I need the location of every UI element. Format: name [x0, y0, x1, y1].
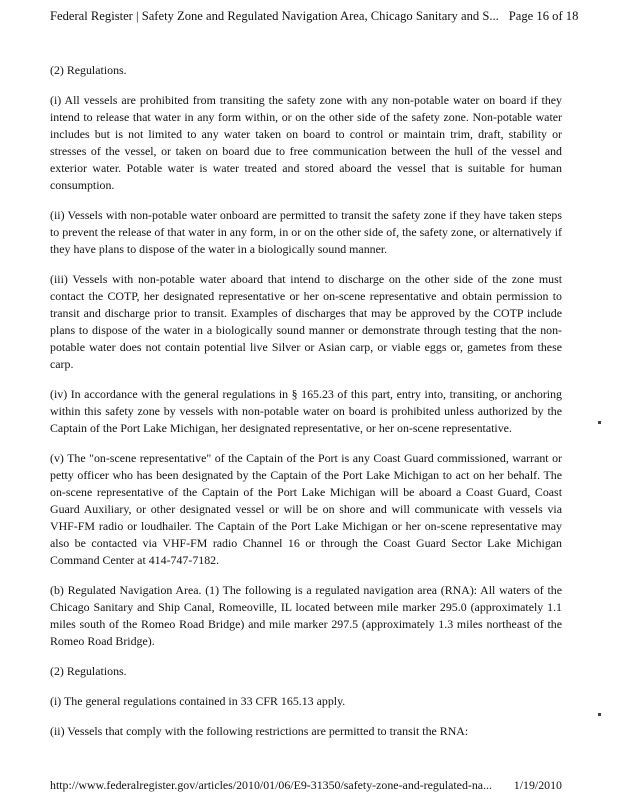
print-date: 1/19/2010: [513, 778, 562, 792]
document-title: Federal Register | Safety Zone and Regulated Navigation Area, Chicago Sanitary and S...: [50, 9, 499, 23]
page-header: [50, 8, 579, 24]
paragraph-rna-ii-restrictions: (ii) Vessels that comply with the following restrictions are permitted to transit the RNA:: [50, 724, 469, 738]
paragraph-regulations-heading: (2) Regulations.: [50, 63, 127, 77]
paragraph-b-regulated-navigation-area: (b) Regulated Navigation Area. (1) The following is a regulated navigation area (RNA): All waters of the Chicago Sanitary and Ship Canal, Romeoville, IL located between mile marker 295.0 (approximately 1.1 miles south of the Romeo Road Bridge) and mile marker 297.5 (approximately 1.3 miles northeast of the Romeo Road Bridge).: [50, 583, 562, 648]
source-url: http://www.federalregister.gov/articles/2010/01/06/E9-31350/safety-zone-and-regulated-na...: [50, 778, 493, 792]
paragraph-i-prohibition: (i) All vessels are prohibited from transiting the safety zone with any non-potable water on board if they intend to release that water in any form within, or on the other side of the safety zone. Non-potable water includes but is not limited to any water taken on board to control or maintain trim, draft, stability or stresses of the vessel, or taken on board due to free communication between the hull of the vessel and exterior water. Potable water is water treated and stored aboard the vessel that is suitable for human consumption.: [50, 93, 562, 192]
page-footer: [50, 777, 562, 793]
paragraph-iv-authorization: (iv) In accordance with the general regulations in § 165.23 of this part, entry into, transiting, or anchoring within this safety zone by vessels with non-potable water on board is prohibited unless authorized by the Captain of the Port Lake Michigan, her designated representative, or her on-scene representative.: [50, 387, 562, 435]
margin-mark: [598, 421, 601, 424]
paragraph-iii-discharge: (iii) Vessels with non-potable water aboard that intend to discharge on the other side of the zone must contact the COTP, her designated representative or her on-scene representative and obtain permission to transit and discharge prior to transit. Examples of discharges that may be approved by the COTP include plans to dispose of the water in a biologically sound manner or demonstrate through testing that the non-potable water does not contain potential live Silver or Asian carp, or viable eggs or, gametes from these carp.: [50, 272, 562, 371]
document-body: [50, 62, 562, 753]
paragraph-v-on-scene-representative: (v) The "on-scene representative" of the Captain of the Port is any Coast Guard commissioned, warrant or petty officer who has been designated by the Captain of the Port Lake Michigan to act on her behalf. The on-scene representative of the Captain of the Port Lake Michigan will be aboard a Coast Guard, Coast Guard Auxiliary, or other designated vessel or will be on shore and will communicate with vessels via VHF-FM radio or loudhailer. The Captain of the Port Lake Michigan or her on-scene representative may also be contacted via VHF-FM radio Channel 16 or through the Coast Guard Sector Lake Michigan Command Center at 414-747-7182.: [50, 451, 562, 567]
margin-mark: [598, 713, 601, 716]
paragraph-ii-permitted-transit: (ii) Vessels with non-potable water onboard are permitted to transit the safety zone if they have taken steps to prevent the release of that water in any form, in or on the other side of, the safety zone, or alternatively if they have plans to dispose of the water in a biologically sound manner.: [50, 208, 562, 256]
paragraph-rna-regulations-heading: (2) Regulations.: [50, 664, 127, 678]
page-number: Page 16 of 18: [508, 9, 579, 23]
paragraph-rna-i-general: (i) The general regulations contained in 33 CFR 165.13 apply.: [50, 694, 346, 708]
